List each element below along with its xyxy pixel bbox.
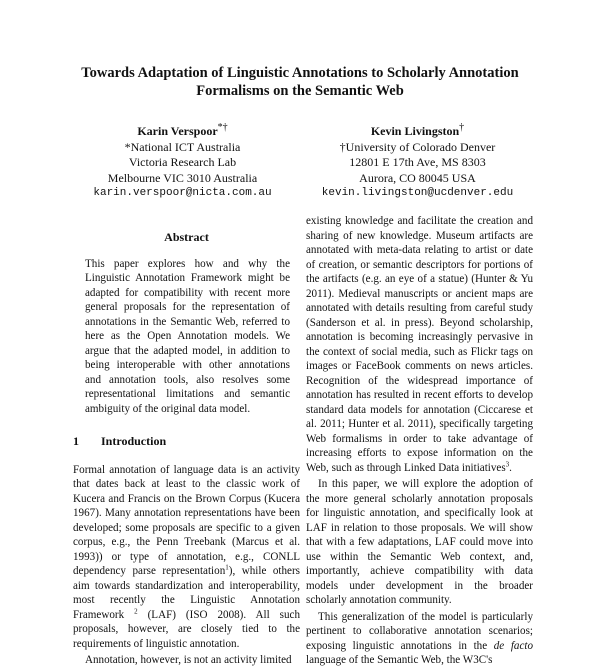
- right-column: [306, 214, 533, 668]
- section-number: 1: [73, 434, 79, 448]
- abstract-text: This paper explores how and why the Linguistic Annotation Framework might be adapted for compatibility with recent more general proposals for the representation of annotations in the Semantic Web, referred to here as the Open Annotation models. We argue that the adapted model, in addition to being interoperable with other annotations and annotation tools, also resolves some representational limitations and semantic ambiguity of the original data model.: [85, 257, 290, 415]
- body-paragraph-2: In this paper, we will explore the adoption of the more general scholarly annotation proposals for linguistic annotation, and specifically look at LAF in relation to those proposals. We will show that with a few adaptations, LAF could move into use within the Semantic Web context, and, importantly, achieve compatibility with data models under development in the broader scholarly annotation community.: [306, 478, 533, 606]
- author-affiliation-line: Aurora, CO 80045 USA: [359, 170, 476, 185]
- author-affiliation-line: Melbourne VIC 3010 Australia: [107, 170, 258, 185]
- author-marks: *†: [217, 122, 228, 133]
- author-affiliation-line: 12801 E 17th Ave, MS 8303: [349, 155, 486, 170]
- author-marks: †: [459, 122, 465, 133]
- author-name-line: [300, 120, 535, 140]
- intro-text: (LAF) (ISO 2008). All such proposals, however, are closely tied to the requirements of linguistic annotation.: [73, 608, 300, 650]
- footnote-marker: 2: [134, 606, 138, 615]
- footnote-marker: 3: [505, 459, 510, 468]
- body-text: This generalization of the model is particularly pertinent to collaborative annotation scenarios; exposing linguistic annotations in the: [306, 610, 533, 652]
- author-email: kevin.livingston@ucdenver.edu: [321, 187, 514, 200]
- author-block-2: [300, 120, 535, 202]
- section-heading: [73, 434, 300, 449]
- paper-title: Towards Adaptation of Linguistic Annotations to Scholarly Annotation Formalisms on the Semantic Web: [81, 65, 519, 99]
- author-name: Karin Verspoor: [137, 124, 218, 138]
- abstract-heading: Abstract: [164, 230, 209, 244]
- author-name: Kevin Livingston: [370, 124, 460, 138]
- intro-text: ), while others aim towards standardization and interoperability, most recently the Linguistic Annotation Framework: [73, 565, 300, 621]
- author-affiliation-line: Victoria Research Lab: [128, 155, 237, 170]
- body-text: language of the Semantic Web, the W3C's: [306, 654, 493, 666]
- body-text: .: [509, 461, 512, 474]
- footnote-marker: 1: [225, 563, 229, 572]
- author-affiliation-line: *National ICT Australia: [124, 139, 241, 154]
- section-title: Introduction: [101, 434, 167, 448]
- intro-paragraph-2: Annotation, however, is not an activity limited: [85, 654, 292, 666]
- intro-text: Formal annotation of language data is an activity that dates back at least to the classic work of Kucera and Francis on the Brown Corpus (Kucera 1967). Many annotation representations have been developed; some proposals are specific to a given corpus, e.g., the Penn Treebank (Marcus et al. 1993)) or type of annotation, e.g., CONLL dependency parse representation: [73, 463, 300, 577]
- author-email: karin.verspoor@nicta.com.au: [93, 187, 272, 200]
- body-paragraph-3: [306, 610, 533, 668]
- author-affiliation-line: †University of Colorado Denver: [339, 139, 496, 154]
- author-name-line: [65, 120, 300, 140]
- body-paragraph-1: [306, 214, 533, 475]
- body-emphasis: de facto: [493, 639, 533, 652]
- author-block-1: [65, 120, 300, 202]
- body-text: existing knowledge and facilitate the creation and sharing of new knowledge. Museum artifacts are annotated with meta-data relating to artist or date of creation, or semantic descriptors for portions of the artifacts (e.g. an eye of a statue) (Hunter & Yu 2011). Medieval manuscripts or ancient maps are annotated with details resulting from careful study (Sanderson et al. in press). Beyond scholarship, annotation is becoming increasingly pervasive in the context of social media, such as Flickr tags on images or FaceBook comments on news articles. Recognition of the widespread importance of annotation has resulted in recent efforts to develop standard data models for annotation (Ciccarese et al. 2011; Hunter et al. 2011), specifically targeting Web formalisms in order to take advantage of increasing efforts to expose information on the Web, such as through Linked Data initiatives: [306, 215, 533, 474]
- intro-paragraph-1: [73, 463, 300, 652]
